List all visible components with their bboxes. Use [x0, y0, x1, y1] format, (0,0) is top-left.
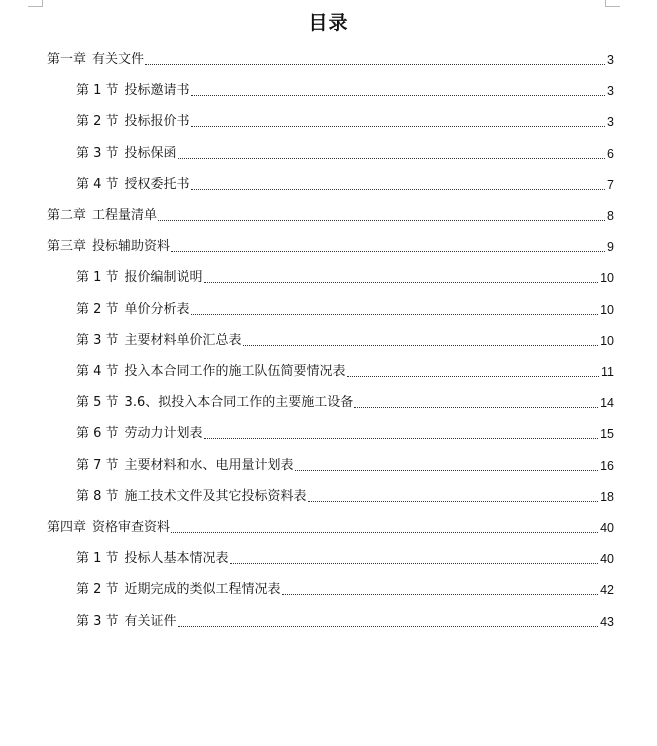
toc-page-number: 43	[600, 614, 614, 629]
toc-dot-leader	[282, 593, 599, 595]
toc-entry-title: 3.6、拟投入本合同工作的主要施工设备	[124, 395, 354, 411]
toc-dot-leader	[191, 188, 605, 190]
toc-entry-title: 投标辅助资料	[92, 239, 171, 255]
toc-entry-number: 第 3 节	[76, 145, 119, 161]
toc-page-number: 16	[600, 458, 614, 473]
toc-entry-title: 有关证件	[124, 613, 177, 629]
toc-entry-number: 第二章	[47, 208, 87, 223]
toc-entry-title: 投标保函	[124, 145, 177, 161]
toc-page-number: 18	[600, 489, 614, 504]
toc-page-number: 6	[607, 146, 614, 161]
toc-entry-title: 劳动力计划表	[124, 426, 203, 442]
toc-entry-title: 有关文件	[92, 52, 145, 67]
toc-dot-leader	[171, 250, 605, 252]
toc-entry-number: 第一章	[47, 52, 87, 67]
toc-section-entry[interactable]	[76, 325, 614, 349]
toc-entry-number: 第 2 节	[76, 301, 119, 317]
toc-chapter-entry[interactable]	[47, 512, 614, 536]
toc-dot-leader	[204, 437, 599, 439]
toc-section-entry[interactable]	[76, 138, 614, 162]
toc-section-entry[interactable]	[76, 418, 614, 442]
toc-page-number: 15	[600, 427, 614, 442]
toc-chapter-entry[interactable]	[47, 200, 614, 224]
toc-section-entry[interactable]	[76, 356, 614, 380]
toc-dot-leader	[171, 531, 598, 533]
toc-page-number: 3	[607, 53, 614, 67]
toc-entry-title: 工程量清单	[92, 208, 158, 223]
toc-entry-number: 第 7 节	[76, 457, 119, 473]
toc-page-number: 40	[600, 521, 614, 535]
toc-entry-number: 第 4 节	[76, 176, 119, 192]
toc-entry-title: 单价分析表	[124, 301, 190, 317]
toc-entry-number: 第 1 节	[76, 551, 119, 567]
toc-entry-number: 第 5 节	[76, 395, 119, 411]
toc-page-number: 14	[600, 396, 614, 411]
toc-page-number: 9	[607, 240, 614, 255]
toc-entry-title: 报价编制说明	[124, 270, 203, 286]
toc-chapter-entry[interactable]	[47, 231, 614, 255]
toc-entry-number: 第 6 节	[76, 426, 119, 442]
toc-page-number: 10	[600, 302, 614, 317]
toc-entry-number: 第 3 节	[76, 332, 119, 348]
toc-page-number: 8	[607, 209, 614, 223]
toc-section-entry[interactable]	[76, 294, 614, 318]
toc-dot-leader	[243, 344, 599, 346]
toc-title: 目录	[308, 12, 349, 34]
toc-section-entry[interactable]	[76, 387, 614, 411]
toc-dot-leader	[178, 625, 599, 627]
page-corner-mark-right	[605, 0, 620, 7]
toc-entry-title: 施工技术文件及其它投标资料表	[124, 488, 307, 504]
toc-dot-leader	[191, 313, 599, 315]
toc-entry-number: 第 1 节	[76, 83, 119, 99]
toc-entry-title: 投入本合同工作的施工队伍简要情况表	[124, 364, 346, 379]
toc-page-number: 10	[600, 271, 614, 286]
toc-entry-number: 第 2 节	[76, 582, 119, 598]
toc-entry-title: 投标邀请书	[124, 83, 190, 99]
toc-dot-leader	[178, 157, 605, 159]
toc-page-number: 11	[601, 365, 614, 379]
toc-page-number: 3	[607, 115, 614, 130]
toc-dot-leader	[230, 562, 599, 564]
toc-entry-title: 授权委托书	[124, 176, 190, 192]
toc-entry-title: 近期完成的类似工程情况表	[124, 582, 281, 598]
toc-entry-title: 主要材料和水、电用量计划表	[124, 457, 294, 473]
toc-entry-number: 第四章	[47, 520, 87, 535]
toc-entry-number: 第 3 节	[76, 613, 119, 629]
toc-entry-number: 第 2 节	[76, 114, 119, 130]
toc-section-entry[interactable]	[76, 606, 614, 630]
toc-entry-number: 第三章	[47, 239, 87, 255]
toc-dot-leader	[354, 406, 598, 408]
toc-chapter-entry[interactable]	[47, 44, 614, 68]
toc-page-number: 40	[600, 552, 614, 567]
toc-entry-number: 第 8 节	[76, 488, 119, 504]
toc-entry-title: 资格审查资料	[92, 520, 171, 535]
toc-page-number: 7	[607, 177, 614, 192]
toc-section-entry[interactable]	[76, 450, 614, 474]
toc-dot-leader	[145, 63, 605, 65]
toc-dot-leader	[191, 94, 605, 96]
toc-page-number: 42	[600, 583, 614, 598]
toc-dot-leader	[158, 219, 605, 221]
toc-section-entry[interactable]	[76, 106, 614, 130]
toc-dot-leader	[295, 469, 599, 471]
toc-page-number: 3	[607, 84, 614, 99]
toc-entry-number: 第 1 节	[76, 270, 119, 286]
toc-entry-title: 投标报价书	[124, 114, 190, 130]
toc-section-entry[interactable]	[76, 75, 614, 99]
toc-dot-leader	[191, 125, 605, 127]
toc-page-number: 10	[600, 333, 614, 348]
toc-section-entry[interactable]	[76, 574, 614, 598]
toc-entry-number: 第 4 节	[76, 364, 119, 379]
toc-entry-title: 主要材料单价汇总表	[124, 332, 242, 348]
toc-dot-leader	[204, 281, 599, 283]
toc-dot-leader	[308, 500, 599, 502]
toc-section-entry[interactable]	[76, 169, 614, 193]
toc-dot-leader	[347, 375, 599, 377]
toc-entry-title: 投标人基本情况表	[124, 551, 229, 567]
toc-section-entry[interactable]	[76, 481, 614, 505]
page-corner-mark-left	[28, 0, 43, 7]
toc-section-entry[interactable]	[76, 262, 614, 286]
toc-section-entry[interactable]	[76, 543, 614, 567]
